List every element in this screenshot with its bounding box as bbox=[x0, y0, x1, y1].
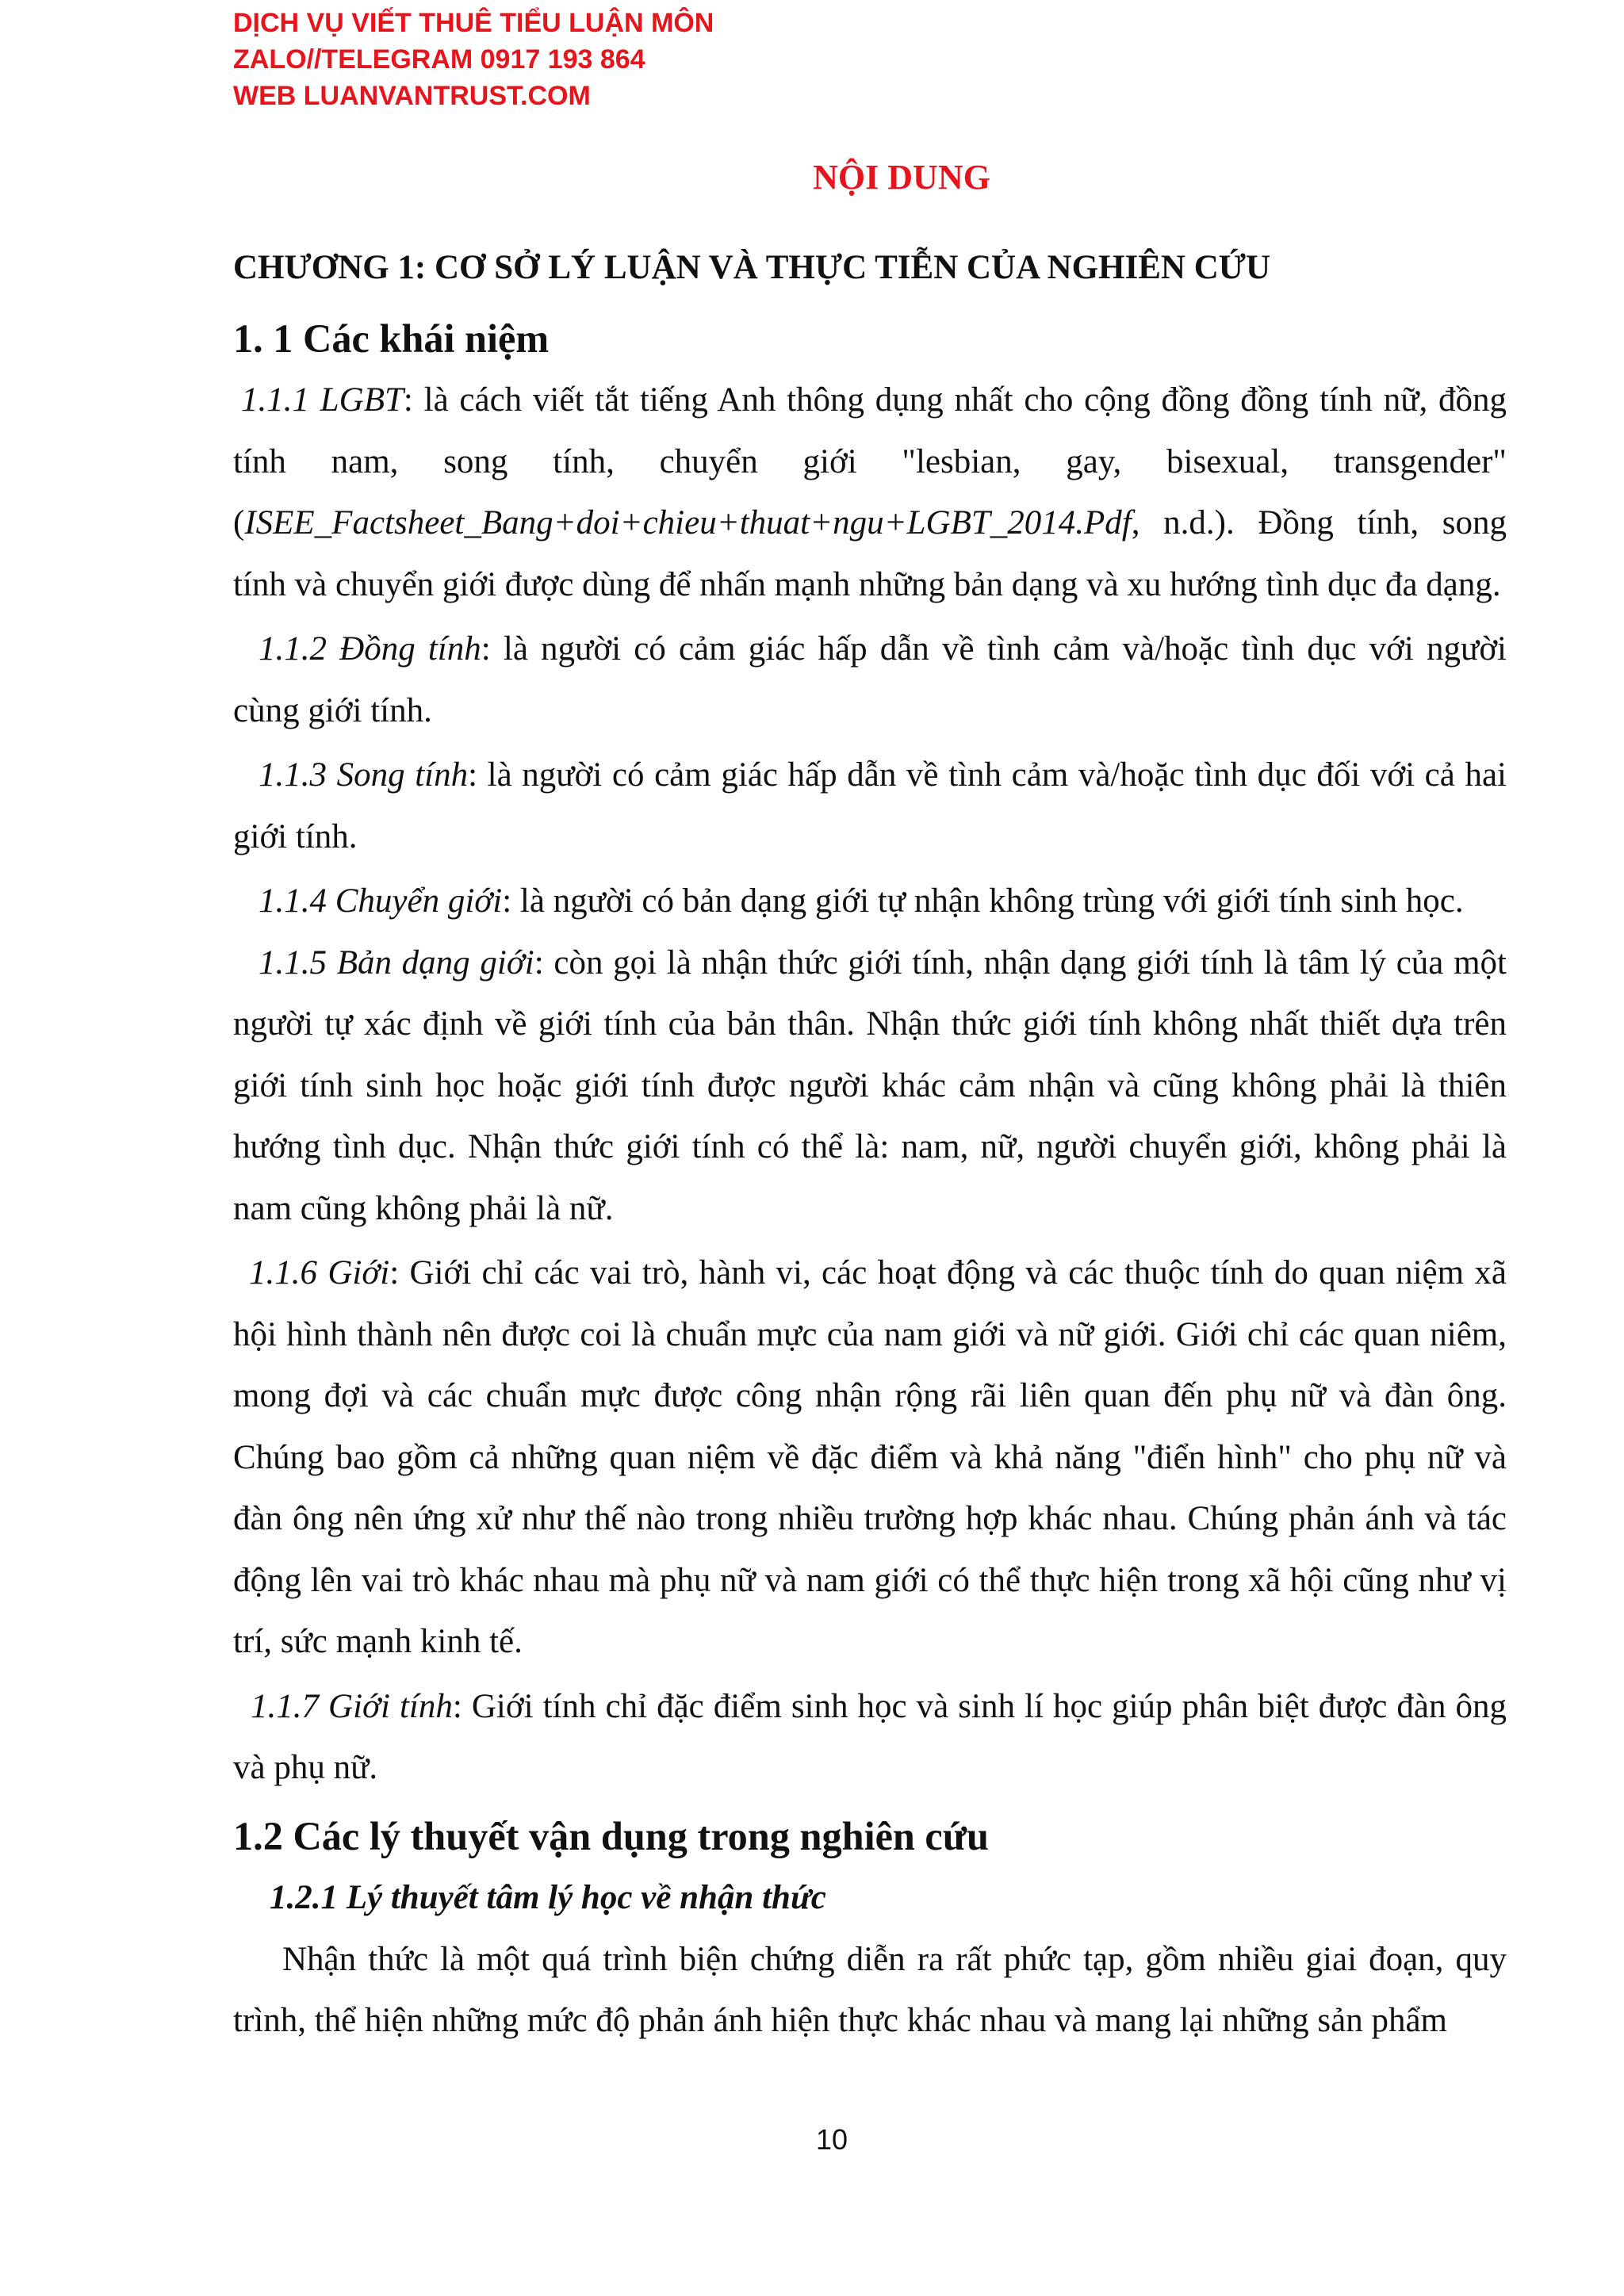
paragraph-cognition: Nhận thức là một quá trình biện chứng diễn ra rất phức tạp, gồm nhiều giai đoạn, quy trình, thể hiện những mức độ phản ánh hiện thực khác nhau và mang lại những sản phẩm bbox=[233, 1940, 1507, 2039]
definition-text: : là cách viết tắt tiếng Anh thông dụng nhất cho cộng đồng đồng tính nữ, đồng tính nam, song tính, chuyển giới "lesbian, gay, bisexual, transgender" ( bbox=[233, 381, 1507, 541]
definition-term: 1.1.7 Giới tính bbox=[251, 1687, 453, 1725]
definition-term: 1.1.4 Chuyển giới bbox=[259, 882, 503, 920]
definition-song-tinh bbox=[233, 744, 1507, 867]
definition-dong-tinh bbox=[233, 618, 1507, 741]
definition-gioi bbox=[233, 1242, 1507, 1673]
definition-text: : là người có cảm giác hấp dẫn về tình cảm và/hoặc tình dục với người cùng giới tính. bbox=[233, 630, 1507, 729]
page-number: 10 bbox=[815, 2123, 848, 2156]
promo-header bbox=[233, 5, 714, 114]
section-heading-concepts: 1. 1 Các khái niệm bbox=[233, 316, 550, 361]
page-title: NỘI DUNG bbox=[813, 158, 990, 197]
definition-term: 1.1.6 Giới bbox=[249, 1254, 390, 1292]
subsection-heading-cognition: 1.2.1 Lý thuyết tâm lý học về nhận thức bbox=[270, 1878, 826, 1916]
definition-text: : Giới tính chỉ đặc điểm sinh học và sinh lí học giúp phân biệt được đàn ông và phụ nữ. bbox=[233, 1687, 1507, 1786]
document-body bbox=[233, 151, 1507, 2052]
definition-term: 1.1.2 Đồng tính bbox=[259, 630, 481, 668]
citation: ISEE_Factsheet_Bang+doi+chieu+thuat+ngu+LGBT_2014.Pdf bbox=[244, 504, 1132, 541]
promo-line-contact: ZALO//TELEGRAM 0917 193 864 bbox=[233, 44, 645, 75]
definition-gioi-tinh bbox=[233, 1676, 1507, 1799]
definition-term: 1.1.1 LGBT bbox=[241, 381, 404, 419]
definition-text: : là người có cảm giác hấp dẫn về tình cảm và/hoặc tình dục đối với cả hai giới tính. bbox=[233, 756, 1507, 855]
definition-text: : còn gọi là nhận thức giới tính, nhận dạng giới tính là tâm lý của một người tự xác định về giới tính của bản thân. Nhận thức giới tính không nhất thiết dựa trên giới tính sinh học hoặc giới tính được người khác cảm nhận và cũng không phải là thiên hướng tình dục. Nhận thức giới tính có thể là: nam, nữ, người chuyển giới, không phải là nam cũng không phải là nữ. bbox=[233, 943, 1507, 1227]
definition-term: 1.1.5 Bản dạng giới bbox=[259, 943, 534, 982]
promo-line-service: DỊCH VỤ VIẾT THUÊ TIỂU LUẬN MÔN bbox=[233, 8, 714, 38]
definition-lgbt bbox=[233, 369, 1507, 615]
chapter-heading: CHƯƠNG 1: CƠ SỞ LÝ LUẬN VÀ THỰC TIỄN CỦA NGHIÊN CỨU bbox=[233, 249, 1271, 286]
definition-text: , n.d.). Đồng tính, song tính và chuyển giới được dùng để nhấn mạnh những bản dạng và xu hướng tình dục đa dạng. bbox=[233, 504, 1507, 603]
promo-line-website: WEB LUANVANTRUST.COM bbox=[233, 81, 591, 111]
definition-chuyen-gioi bbox=[233, 871, 1507, 932]
section-heading-theories: 1.2 Các lý thuyết vận dụng trong nghiên cứu bbox=[233, 1813, 989, 1858]
definition-text: : là người có bản dạng giới tự nhận không trùng với giới tính sinh học. bbox=[502, 882, 1464, 920]
definition-ban-dang-gioi bbox=[233, 932, 1507, 1240]
definition-term: 1.1.3 Song tính bbox=[259, 756, 469, 794]
definition-text: : Giới chỉ các vai trò, hành vi, các hoạt động và các thuộc tính do quan niệm xã hội hình thành nên được coi là chuẩn mực của nam giới và nữ giới. Giới chỉ các quan niêm, mong đợi và các chuẩn mực được công nhận rộng rãi liên quan đến phụ nữ và đàn ông. Chúng bao gồm cả những quan niệm về đặc điểm và khả năng "điển hình" cho phụ nữ và đàn ông nên ứng xử như thế nào trong nhiều trường hợp khác nhau. Chúng phản ánh và tác động lên vai trò khác nhau mà phụ nữ và nam giới có thể thực hiện trong xã hội cũng như vị trí, sức mạnh kinh tế. bbox=[233, 1254, 1507, 1660]
